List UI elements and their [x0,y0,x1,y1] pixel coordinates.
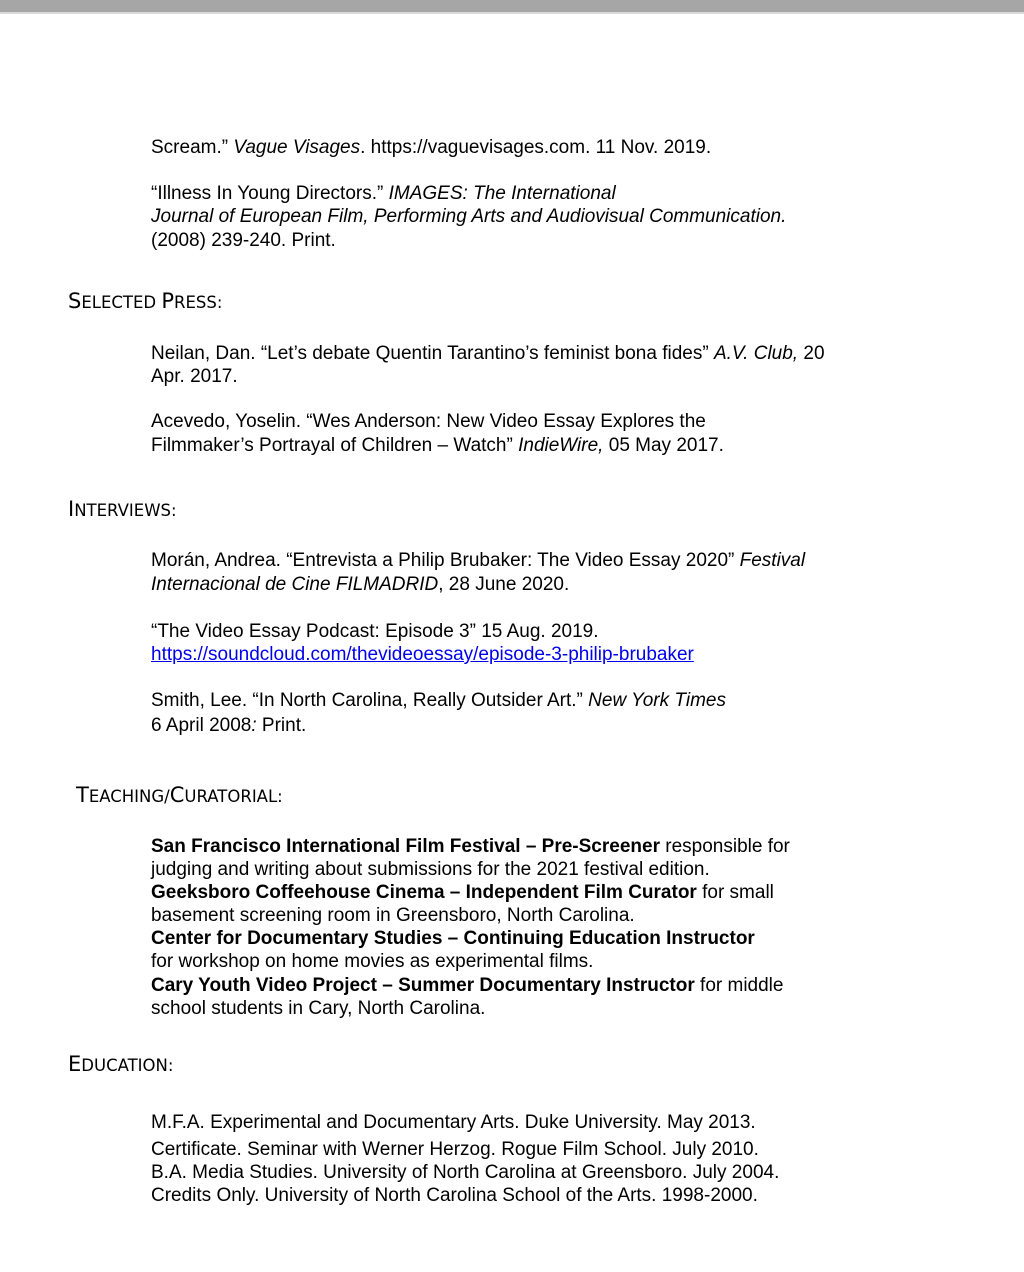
window-top-bar [0,0,1024,12]
teaching-item-1-line2: judging and writing about submissions for the 2021 festival edition. [151,859,710,880]
interview-item-1-line2: Internacional de Cine FILMADRID, 28 June 2020. [151,574,570,595]
citation-illness-line3: (2008) 239-240. Print. [151,230,336,251]
interview-item-3-line1: Smith, Lee. “In North Carolina, Really Outsider Art.” New York Times [151,690,726,711]
press-item-1-line2: Apr. 2017. [151,366,238,387]
interview-item-3-line2: 6 April 2008: Print. [151,715,307,736]
teaching-item-3-line1: Center for Documentary Studies – Continuing Education Instructor [151,928,755,949]
education-item-certificate: Certificate. Seminar with Werner Herzog. Rogue Film School. July 2010. [151,1139,759,1160]
press-item-2-line1: Acevedo, Yoselin. “Wes Anderson: New Video Essay Explores the [151,411,706,432]
interview-item-2-link-row [151,643,694,667]
teaching-item-4-line2: school students in Cary, North Carolina. [151,998,486,1019]
teaching-item-4-line1: Cary Youth Video Project – Summer Documentary Instructor for middle [151,975,784,996]
section-heading-selected-press: SELECTED PRESS: [68,289,223,313]
interview-item-2-line1: “The Video Essay Podcast: Episode 3” 15 Aug. 2019. [151,621,599,642]
teaching-item-2-line2: basement screening room in Greensboro, North Carolina. [151,905,635,926]
section-heading-education: EDUCATION: [68,1052,174,1076]
education-item-mfa: M.F.A. Experimental and Documentary Arts. Duke University. May 2013. [151,1112,756,1133]
soundcloud-link[interactable]: https://soundcloud.com/thevideoessay/episode-3-philip-brubaker [151,644,694,665]
citation-illness-line2: Journal of European Film, Performing Arts and Audiovisual Communication. [151,206,787,227]
citation-vague-visages: Scream.” Vague Visages. https://vaguevisages.com. 11 Nov. 2019. [151,137,712,158]
education-item-credits: Credits Only. University of North Carolina School of the Arts. 1998-2000. [151,1185,758,1206]
section-heading-teaching-curatorial: TEACHING/CURATORIAL: [76,783,283,807]
teaching-item-1-line1: San Francisco International Film Festival – Pre-Screener responsible for [151,836,790,857]
teaching-item-3-line2: for workshop on home movies as experimental films. [151,951,594,972]
teaching-item-2-line1: Geeksboro Coffeehouse Cinema – Independent Film Curator for small [151,882,774,903]
citation-illness-line1: “Illness In Young Directors.” IMAGES: The International [151,183,616,204]
press-item-1-line1: Neilan, Dan. “Let’s debate Quentin Tarantino’s feminist bona fides” A.V. Club, 20 [151,343,825,364]
press-item-2-line2: Filmmaker’s Portrayal of Children – Watch” IndieWire, 05 May 2017. [151,435,724,456]
education-item-ba: B.A. Media Studies. University of North Carolina at Greensboro. July 2004. [151,1162,780,1183]
interview-item-1-line1: Morán, Andrea. “Entrevista a Philip Brubaker: The Video Essay 2020” Festival [151,550,806,571]
section-heading-interviews: INTERVIEWS: [68,497,177,521]
window-top-divider [0,12,1024,14]
